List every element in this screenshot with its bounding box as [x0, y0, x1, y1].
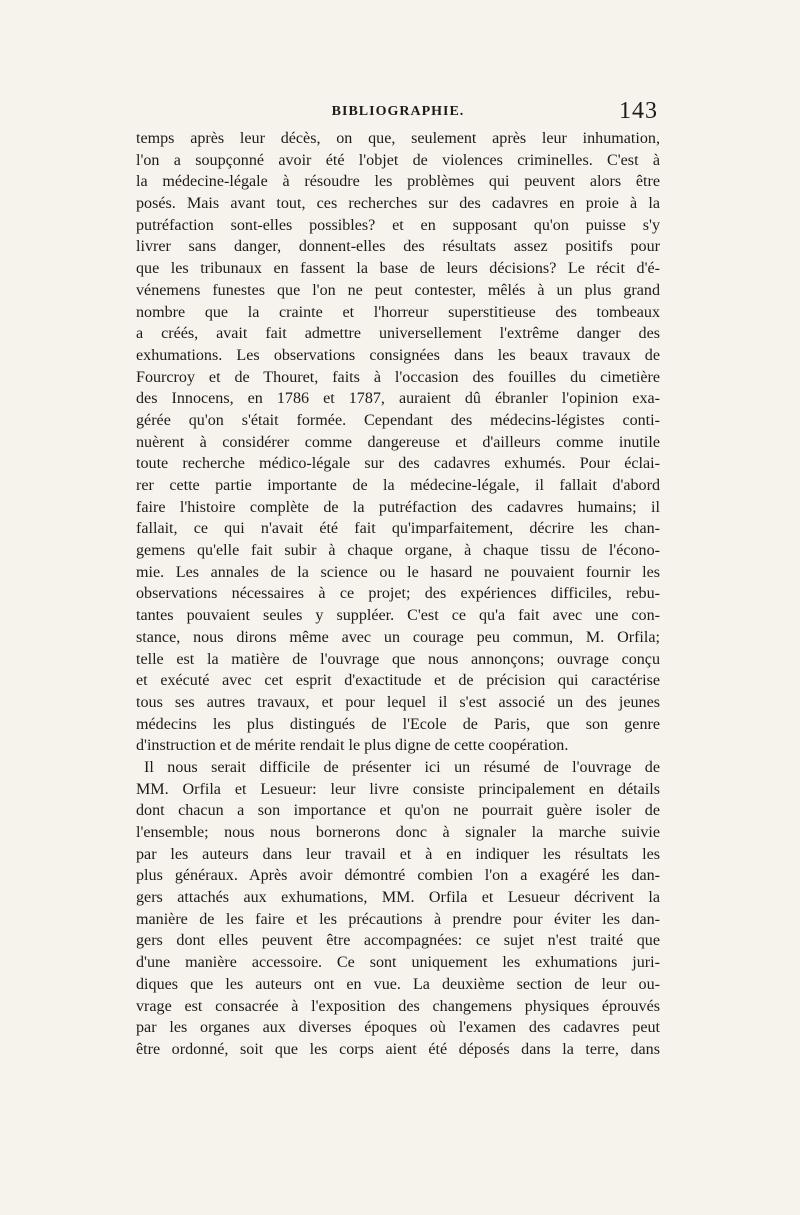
text-line: d'instruction et de mérite rendait le plus digne de cette coopération. [136, 737, 569, 755]
text-line: exhumations. Les observations consignées dans les beaux travaux de [136, 346, 660, 364]
text-line: l'on a soupçonné avoir été l'objet de violences criminelles. C'est à [136, 151, 660, 169]
text-line: fallait, ce qui n'avait été fait qu'imparfaitement, décrire les chan- [136, 520, 660, 538]
text-line: gérée qu'on s'était formée. Cependant des médecins-légistes conti- [136, 411, 660, 429]
text-line: putréfaction sont-elles possibles? et en supposant qu'on puisse s'y [136, 216, 660, 234]
text-line: gemens qu'elle fait subir à chaque organe, à chaque tissu de l'écono- [136, 542, 660, 560]
text-line: Fourcroy et de Thouret, faits à l'occasion des fouilles du cimetière [136, 368, 660, 386]
text-line: toute recherche médico-légale sur des cadavres exhumés. Pour éclai- [136, 455, 660, 473]
text-line: observations nécessaires à ce projet; des expériences difficiles, rebu- [136, 585, 660, 603]
body-text [136, 128, 660, 1061]
text-line: temps après leur décès, on que, seulement après leur inhumation, [136, 130, 660, 147]
paragraph [136, 128, 660, 757]
text-line: Il nous serait difficile de présenter ici un résumé de l'ouvrage de [144, 758, 660, 776]
paragraph [136, 757, 660, 1061]
text-line: manière de les faire et les précautions à prendre pour éviter les dan- [136, 910, 660, 928]
text-line: médecins les plus distingués de l'Ecole de Paris, que son genre [136, 715, 660, 733]
running-title: BIBLIOGRAPHIE. [331, 104, 465, 119]
text-line: livrer sans danger, donnent-elles des résultats assez positifs pour [136, 238, 660, 256]
text-line: par les auteurs dans leur travail et à en indiquer les résultats les [136, 845, 660, 863]
text-line: tantes pouvaient seules y suppléer. C'est ce qu'a fait avec une con- [136, 607, 660, 625]
text-line: nombre que la crainte et l'horreur superstitieuse des tombeaux [136, 303, 660, 321]
text-line: stance, nous dirons même avec un courage peu commun, M. Orfila; [136, 628, 660, 646]
text-line: rer cette partie importante de la médecine-légale, il fallait d'abord [136, 477, 660, 494]
text-line: diques que les auteurs ont en vue. La deuxième section de leur ou- [136, 975, 660, 993]
text-line: des Innocens, en 1786 et 1787, auraient dû ébranler l'opinion exa- [136, 390, 660, 408]
text-line: nuèrent à considérer comme dangereuse et d'ailleurs comme inutile [136, 433, 660, 451]
text-line: vrage est consacrée à l'exposition des changemens physiques éprouvés [136, 997, 660, 1015]
text-line: et exécuté avec cet esprit d'exactitude et de précision qui caractérise [136, 672, 660, 690]
text-line: plus généraux. Après avoir démontré combien l'on a exagéré les dan- [136, 867, 660, 885]
text-line: a créés, avait fait admettre universellement l'extrême danger des [136, 325, 660, 343]
text-line: dont chacun a son importance et qu'on ne pourrait guère isoler de [136, 802, 660, 820]
running-head [136, 100, 660, 128]
text-line: d'une manière accessoire. Ce sont uniquement les exhumations juri- [136, 954, 660, 972]
text-line: que les tribunaux en fassent la base de leurs décisions? Le récit d'é- [136, 260, 660, 278]
text-line: gers attachés aux exhumations, MM. Orfila et Lesueur décrivent la [136, 889, 660, 907]
text-line: par les organes aux diverses époques où l'examen des cadavres peut [136, 1019, 660, 1037]
text-line: posés. Mais avant tout, ces recherches sur des cadavres en proie à la [136, 195, 660, 213]
text-line: être ordonné, soit que les corps aient été déposés dans la terre, dans [136, 1040, 660, 1058]
text-line: gers dont elles peuvent être accompagnées: ce sujet n'est traité que [136, 932, 660, 950]
text-line: vénemens funestes que l'on ne peut contester, mêlés à un plus grand [136, 281, 660, 299]
text-line: la médecine-légale à résoudre les problèmes qui peuvent alors être [136, 173, 660, 191]
text-line: MM. Orfila et Lesueur: leur livre consiste principalement en détails [136, 780, 660, 798]
text-line: l'ensemble; nous nous bornerons donc à signaler la marche suivie [136, 824, 660, 841]
text-line: telle est la matière de l'ouvrage que nous annonçons; ouvrage conçu [136, 650, 660, 668]
text-line: faire l'histoire complète de la putréfaction des cadavres humains; il [136, 498, 660, 516]
text-line: mie. Les annales de la science ou le hasard ne pouvaient fournir les [136, 563, 660, 581]
text-line: tous ses autres travaux, et pour lequel il s'est associé un des jeunes [136, 693, 660, 711]
page-number: 143 [619, 98, 658, 124]
